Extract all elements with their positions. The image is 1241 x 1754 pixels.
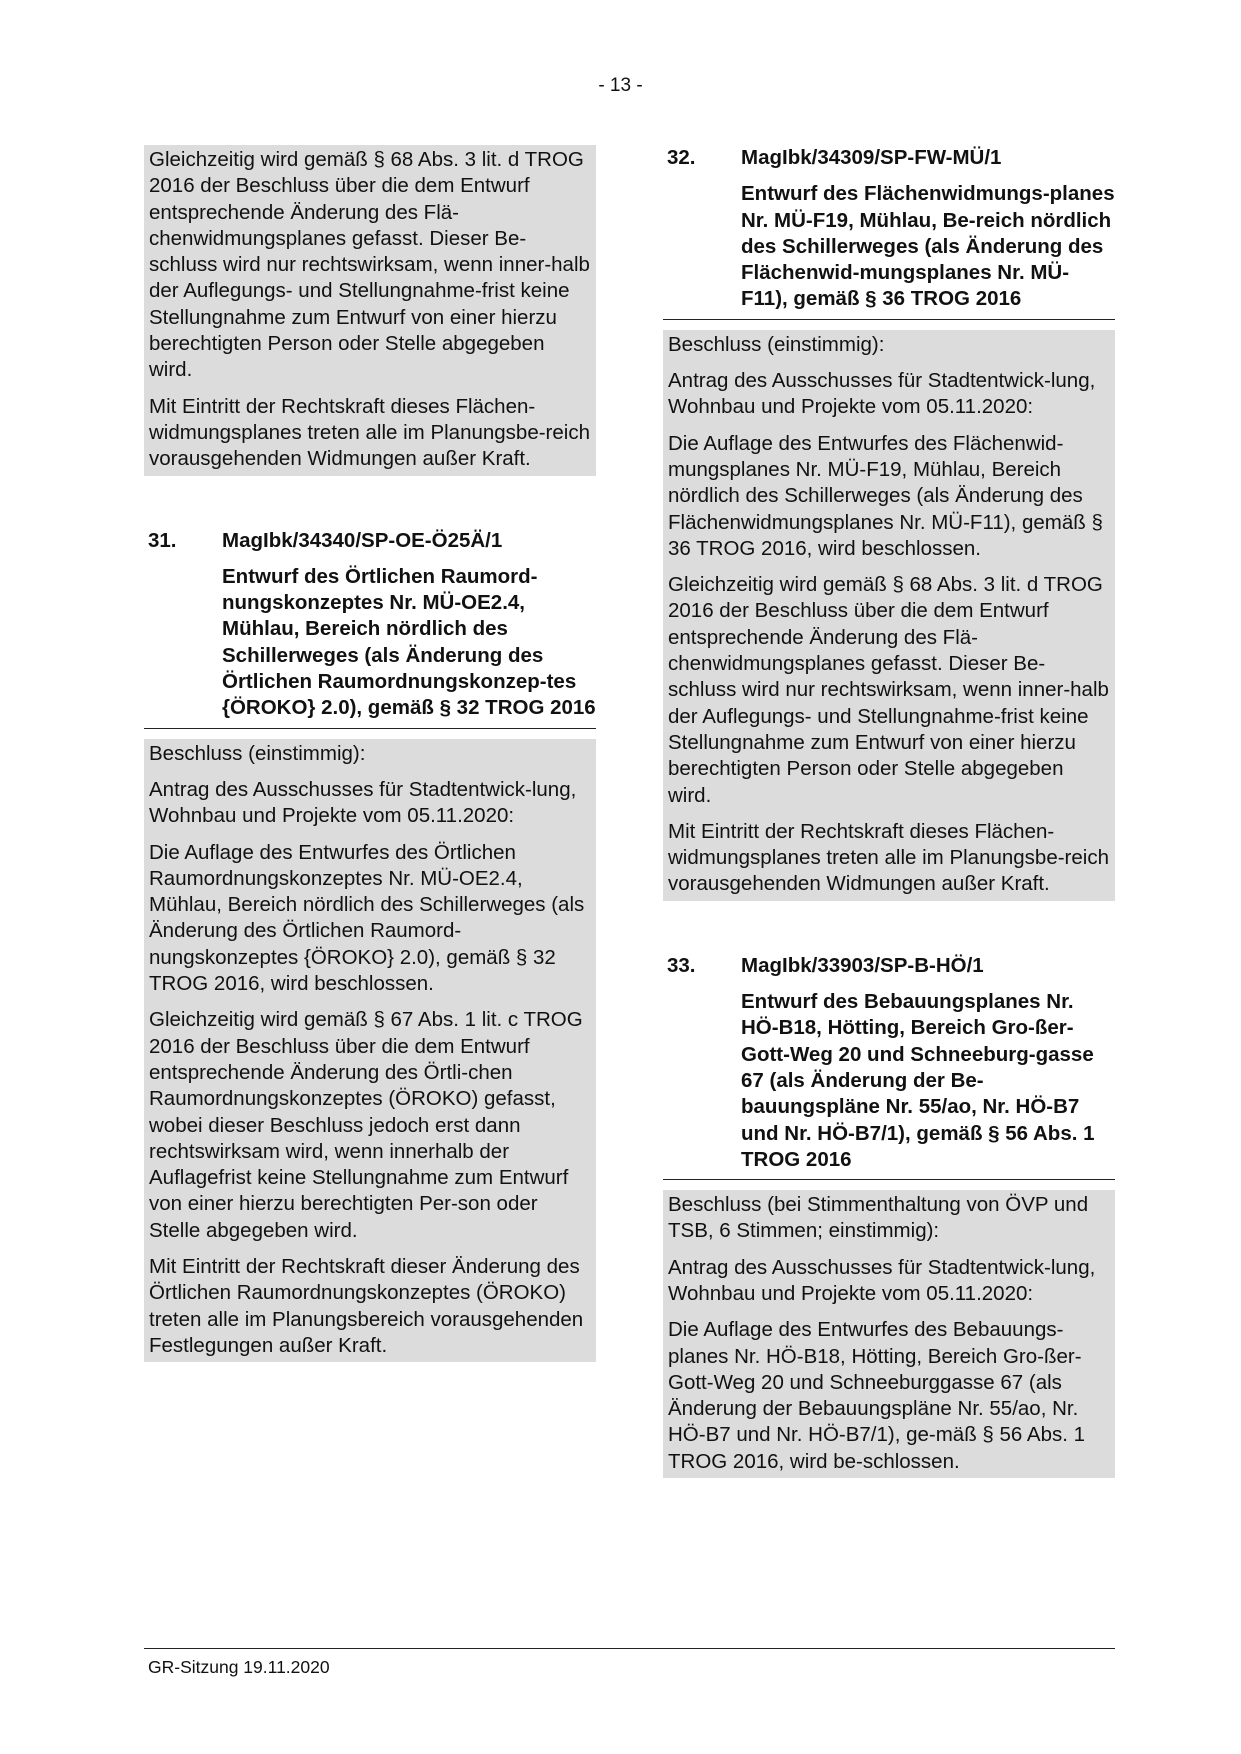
paragraph: Mit Eintritt der Rechtskraft dieser Änderung des Örtlichen Raumordnungskonzeptes (ÖROKO) treten alle im Planungsbereich vorausgehenden Festlegungen außer Kraft. — [149, 1254, 584, 1357]
paragraph: Beschluss (einstimmig): — [668, 332, 885, 356]
paragraph: Antrag des Ausschusses für Stadtentwick-lung, Wohnbau und Projekte vom 05.11.2020: — [668, 369, 1096, 419]
continued-resolution-block — [144, 145, 596, 476]
paragraph: Mit Eintritt der Rechtskraft dieses Flächen-widmungsplanes treten alle im Planungsbe-reich vorausgehenden Widmungen außer Kraft. — [668, 819, 1109, 896]
paragraph: Gleichzeitig wird gemäß § 67 Abs. 1 lit. c TROG 2016 der Beschluss über die dem Entwurf entsprechende Änderung des Örtli-chen Raumordnungskonzeptes (ÖROKO) gefasst, wobei dieser Beschluss jedoch erst dann rechtswirksam wird, wenn innerhalb der Auflagefrist keine Stellungnahme zum Entwurf von einer hierzu berechtigten Per-son oder Stelle abgegeben wird. — [149, 1008, 583, 1242]
item-number: 32. — [667, 146, 696, 169]
resolution-block — [663, 330, 1115, 901]
resolution-block — [144, 739, 596, 1363]
footer-divider — [144, 1648, 1115, 1649]
agenda-item-33-heading — [663, 953, 1115, 1173]
paragraph: Die Auflage des Entwurfes des Bebauungs-planes Nr. HÖ-B18, Hötting, Bereich Gro-ßer-Gott-Weg 20 und Schneeburggasse 67 (als Änderung der Bebauungspläne Nr. 55/ao, Nr. HÖ-B7 und Nr. HÖ-B7/1), ge-mäß § 56 Abs. 1 TROG 2016, wird be-schlossen. — [668, 1318, 1086, 1473]
heading-divider — [663, 1179, 1115, 1180]
paragraph: Die Auflage des Entwurfes des Flächenwid-mungsplanes Nr. MÜ-F19, Mühlau, Bereich nördlich des Schillerweges (als Änderung des Flächenwidmungsplanes Nr. MÜ-F11), gemäß § 36 TROG 2016, wird beschlossen. — [668, 431, 1103, 560]
item-title: Entwurf des Bebauungsplanes Nr. HÖ-B18, Hötting, Bereich Gro-ßer-Gott-Weg 20 und Schneeburg-gasse 67 (als Änderung der Be-bauungspläne Nr. 55/ao, Nr. HÖ-B7 und Nr. HÖ-B7/1), gemäß § 56 Abs. 1 TROG 2016 — [741, 990, 1095, 1171]
item-code: MagIbk/33903/SP-B-HÖ/1 — [741, 953, 984, 977]
paragraph: Die Auflage des Entwurfes des Örtlichen Raumordnungskonzeptes Nr. MÜ-OE2.4, Mühlau, Bereich nördlich des Schillerweges (als Änderung des Örtlichen Raumord-nungskonzeptes {ÖROKO} 2.0), gemäß § 32 TROG 2016, wird beschlossen. — [149, 840, 585, 996]
agenda-item-32-heading — [663, 145, 1115, 313]
item-number: 33. — [667, 953, 696, 977]
paragraph: Gleichzeitig wird gemäß § 68 Abs. 3 lit. d TROG 2016 der Beschluss über die dem Entwurf entsprechende Änderung des Flä-chenwidmungsplanes gefasst. Dieser Be-schluss wird nur rechtswirksam, wenn inner-halb der Auflegungs- und Stellungnahme-frist keine Stellungnahme zum Entwurf von einer hierzu berechtigten Person oder Stelle abgegeben wird. — [668, 573, 1109, 807]
right-column — [663, 145, 1115, 1478]
paragraph: Gleichzeitig wird gemäß § 68 Abs. 3 lit. d TROG 2016 der Beschluss über die dem Entwurf entsprechende Änderung des Flä-chenwidmungsplanes gefasst. Dieser Be-schluss wird nur rechtswirksam, wenn inner-halb der Auflegungs- und Stellungnahme-frist keine Stellungnahme zum Entwurf von einer hierzu berechtigten Person oder Stelle abgegeben wird. — [149, 148, 590, 382]
page-number: - 13 - — [598, 75, 643, 96]
agenda-item-31-heading — [144, 528, 596, 722]
left-column — [144, 145, 596, 1362]
resolution-block — [663, 1190, 1115, 1478]
item-code: MagIbk/34309/SP-FW-MÜ/1 — [741, 146, 1002, 169]
paragraph: Beschluss (bei Stimmenthaltung von ÖVP und TSB, 6 Stimmen; einstimmig): — [668, 1193, 1089, 1243]
heading-divider — [663, 319, 1115, 320]
paragraph: Mit Eintritt der Rechtskraft dieses Flächen-widmungsplanes treten alle im Planungsbe-reich vorausgehenden Widmungen außer Kraft. — [149, 394, 590, 471]
paragraph: Beschluss (einstimmig): — [149, 741, 366, 765]
footer-session-date: GR-Sitzung 19.11.2020 — [148, 1657, 330, 1677]
item-title: Entwurf des Flächenwidmungs-planes Nr. MÜ-F19, Mühlau, Be-reich nördlich des Schillerweges (als Änderung des Flächenwid-mungsplanes Nr. MÜ-F11), gemäß § 36 TROG 2016 — [741, 182, 1115, 311]
item-number: 31. — [148, 528, 177, 552]
paragraph: Antrag des Ausschusses für Stadtentwick-lung, Wohnbau und Projekte vom 05.11.2020: — [668, 1255, 1096, 1305]
item-title: Entwurf des Örtlichen Raumord-nungskonzeptes Nr. MÜ-OE2.4, Mühlau, Bereich nördlich des Schillerweges (als Änderung des Örtlichen Raumordnungskonzep-tes {ÖROKO} 2.0), gemäß § 32 TROG 2016 — [222, 564, 596, 720]
item-code: MagIbk/34340/SP-OE-Ö25Ä/1 — [222, 528, 503, 552]
heading-divider — [144, 728, 596, 729]
paragraph: Antrag des Ausschusses für Stadtentwick-lung, Wohnbau und Projekte vom 05.11.2020: — [149, 777, 577, 828]
